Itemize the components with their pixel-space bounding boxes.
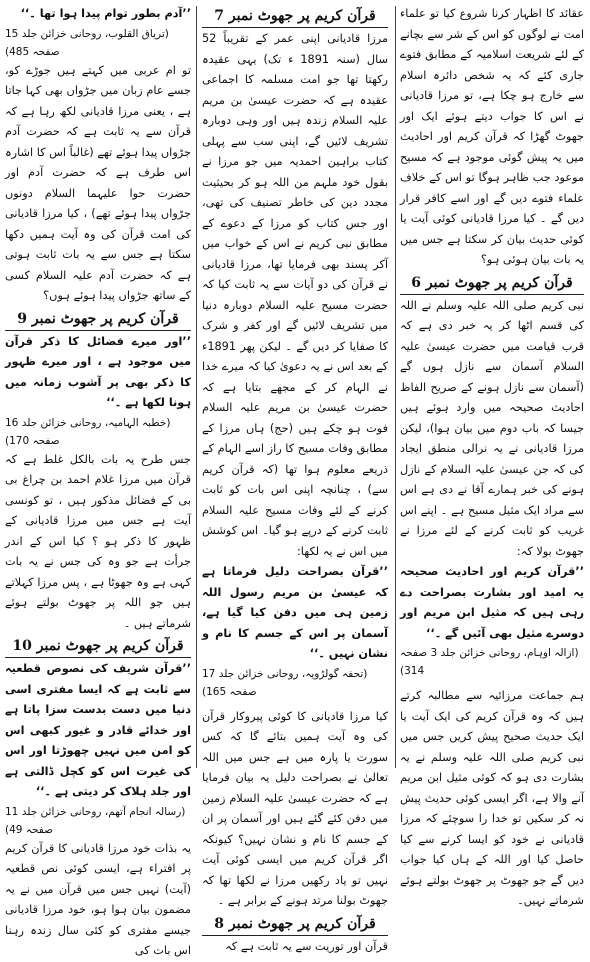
paragraph: جس طرح یہ بات بالکل غلط ہے کہ قرآن میں مرزا غلام احمد بن چراغ بی بی کے فضائل مذکور ہیں ، تو کونسی آیت ہے جس میں مرزا قادیانی کے ظہور کا ذکر ہو ؟ کیا اس کے اندر جرأت ہے جو وہ کی جس نے یہ بات کہی ہے وہ جھوٹا ہے ، پس مرزا کہلاتے ہیں جو اللہ پر جھوٹ بولتے ہوئے شرماتے ہیں ۔: [5, 452, 191, 630]
citation: (تحفہ گولڑویہ، روحانی خزائن جلد 17 صفحہ 165): [202, 667, 368, 698]
quotation: ’’اور میرے فضائل کا ذکر قرآن میں موجود ہے ، اور میرے ظہور کا ذکر بھی پر آشوب زمانہ میں ہونا لکھا ہے ۔‘‘: [5, 334, 191, 409]
section-heading-lie-10: قرآن کریم پر جھوٹ نمبر 10: [5, 636, 191, 658]
right-column: [400, 4, 584, 907]
paragraph: یہ بذات خود مرزا قادیانی کا قرآن کریم پر افتراء ہے، ایسی کوئی نص قطعیہ (آیت) نہیں جس میں قرآن میں نے یہ مضمون بیان ہوا ہو، خود مرزا قادیانی جیسے مفتری کو کئی سال زندہ رہنا اس بات کی: [5, 841, 191, 957]
section-heading-lie-6: قرآن کریم پر جھوٹ نمبر 6: [400, 273, 584, 295]
column-divider: [196, 6, 197, 768]
paragraph: نبی کریم صلی اللہ علیہ وسلم نے اللہ کی قسم اٹھا کر یہ خبر دی ہے کہ قرب قیامت میں حضرت عیسیٰ علیہ السلام آسمان سے نازل ہوں گے (آسمان سے نازل ہونے کے صریح الفاظ احادیث صحیحہ میں وارد ہوئے ہیں جیسا کہ باب دوم میں بیان ہوا)، لیکن مرزا قادیانی نے یہ نرالی منطق ایجاد کی کہ جن عیسیٰ علیہ السلام کے نازل ہونے کی خبر ہمارے آقا نے دی ہے اس سے مراد ایک مثیل مسیح ہے ۔ اپنے اس غریب کو ثابت کرنے کے لئے مرزا نے جھوٹ بولا کہ:: [400, 298, 584, 558]
quotation: ’’قرآن بصراحت دلیل فرماتا ہے کہ عیسیٰ بن مریم رسول اللہ زمین ہی میں دفن کیا گیا ہے، آسمان پر اس کے جسم کا نام و نشان نہیں ۔‘‘: [202, 565, 388, 660]
paragraph: مرزا قادیانی اپنی عمر کے تقریباً 52 سال (سنہ 1891 ء تک) یہی عقیدہ رکھتا تھا جو امت مسلمہ کا اجماعی عقیدہ ہے کہ حضرت عیسیٰ بن مریم علیہ السلام زندہ ہیں اور وہی دوبارہ تشریف لائیں گے، اپنی سب سے پہلی کتاب براہین احمدیہ میں جو مرزا نے بقول خود ملہم من اللہ ہو کر بحیثیت مجدد دین کی خاطر تصنیف کی تھی، اور جس کتاب کو مرزا کے دعوے کے مطابق نبی کریم نے اس کے خواب میں آکر پسند بھی فرمایا تھا، مرزا قادیانی نے قرآن کی دو آیات سے یہ ثابت کیا کہ حضرت مسیح علیہ السلام دوبارہ دنیا میں تشریف لائیں گے اور کفر و شرک کا صفایا کر دیں گے ۔ لیکن پھر 1891ء کے بعد اس نے یہ دعویٰ کیا کہ میرے خدا نے الہام کر کے مجھے بتایا ہے کہ حضرت عیسیٰ بن مریم علیہ السلام فوت ہو چکے ہیں (حج) ہاں مرزا کے مطابق وفات مسیح کا راز اسے الہام کے ذریعے معلوم ہوا تھا (کہ قرآن کریم سے) ، چنانچہ اپنی اس بات کو ثابت کرنے کے لئے وفات مسیح علیہ السلام ثابت کرنے کے درپے ہو گیا۔ اس کوشش میں اس نے یہ لکھا:: [202, 32, 388, 558]
section-heading-lie-9: قرآن کریم پر جھوٹ نمبر 9: [5, 309, 191, 331]
quotation: ’’قرآن شریف کی نصوص قطعیہ سے ثابت ہے کہ ایسا مفتری اسی دنیا میں دست بدست سزا پاتا ہے اور خدائے قادر و غیور کبھی اس کو امن میں نہیں چھوڑتا اور اس کی غیرت اس کو کچل ڈالتی ہے اور جلد ہلاک کر دیتی ہے ۔‘‘: [5, 662, 191, 798]
paragraph: کیا مرزا قادیانی کا کوئی پیروکار قرآن کی وہ آیت ہمیں بتائے گا کہ کس سورت یا پارہ میں ہے جس میں اللہ تعالیٰ نے بصراحت دلیل یہ بیان فرمایا ہے کہ حضرت عیسیٰ علیہ السلام زمین میں دفن کئے گئے ہیں اور آسمان پر ان کے جسم کا نام و نشان نہیں؟ کیونکہ اگر قرآن کریم میں ایسی کوئی آیت نہیں تو یاد رکھیں مرزا نے لکھا تھا کہ جھوٹ بولنا مرتد ہونے کے برابر ہے ۔: [202, 709, 388, 907]
citation: (ازالہ اوہام، روحانی خزائن جلد 3 صفحہ 314): [400, 647, 579, 677]
section-heading-lie-7: قرآن کریم پر جھوٹ نمبر 7: [202, 6, 388, 28]
left-column: [5, 4, 191, 957]
citation: (تریاق القلوب، روحانی خزائن جلد 15 صفحہ 485): [5, 27, 169, 58]
section-heading-lie-8: قرآن کریم پر جھوٹ نمبر 8: [202, 914, 388, 936]
citation: (رسالہ انجام آتھم، روحانی خزائن جلد 11 صفحہ 49): [5, 805, 186, 836]
paragraph: ہم جماعت مرزائیہ سے مطالبہ کرتے ہیں کہ وہ قرآن کریم کی ایک آیت یا ایک حدیث صحیح پیش کریں جس میں نبی کریم صلی اللہ علیہ وسلم نے یہ بشارت دی ہو کہ کوئی مثیل ابن مریم آنے والا ہے، اگر ایسی کوئی حدیث پیش نہ کر سکیں تو خدا را سوچئے کہ مرزا قادیانی نے خود کو ایسا کرنے سے کیا حاصل کیا اور اللہ کے ہاں کیا جواب دیں گے جو جھوٹ پر جھوٹ بولتے ہوئے شرماتے نہیں۔: [400, 689, 584, 907]
paragraph: عقائد کا اظہار کرنا شروع کیا تو علماء امت نے لوگوں کو اس کے شر سے بچانے کے لئے شریعت اسلامیہ کے مطابق فتوے جاری کئے کہ یہ شخص دائرہ اسلام سے خارج ہو چکا ہے، تو مرزا قادیانی نے اس کا جواب دیتے ہوئے ایک اور جھوٹ گھڑا کہ قرآن کریم اور احادیث میں یہ پیش گوئی موجود ہے کہ مسیح موعود جب ظاہر ہوگا تو اس کے خلاف علماء فتوے دیں گے اور اسے کافر قرار دیں گے ۔ کیا مرزا قادیانی کوئی آیت یا کوئی حدیث بیان کر سکتا ہے جس میں یہ بات بیان ہوئی ہو؟: [400, 7, 584, 266]
citation: (خطبہ الہامیہ، روحانی خزائن جلد 16 صفحہ 170): [5, 416, 171, 447]
paragraph: قرآن اور توریت سے یہ ثابت ہے کہ: [225, 939, 388, 953]
center-column: [202, 4, 388, 953]
column-divider: [395, 6, 396, 768]
quotation: ’’قرآن کریم اور احادیث صحیحہ یہ امید اور بشارت بصراحت دے رہی ہیں کہ مثیل ابن مریم اور دوسرے مثیل بھی آئیں گے ۔‘‘: [400, 565, 584, 640]
paragraph: تو ام عربی میں کہتے ہیں جوڑے کو، جسے عام زبان میں جڑواں بھی کہا جاتا ہے ، یعنی مرزا قادیانی لکھ رہا ہے کہ قرآن سے یہ ثابت ہے کہ حضرت آدم جڑواں پیدا ہوئے تھے (غالباً اس کا اشارہ اس طرف ہے کہ حضرت آدم اور حضرت حوا علیہما السلام دونوں جڑواں پیدا ہوئے تھے) ، کیا مرزا قادیانی کی امت قرآن کی وہ آیت ہمیں دکھا سکتا ہے جس سے یہ بات ثابت ہوتی ہے کہ حضرت آدم علیہ السلام کسی کے ساتھ جڑواں پیدا ہوئے ہوں؟: [5, 63, 191, 302]
quotation: ’’آدم بطور توام پیدا ہوا تھا ۔‘‘: [20, 7, 191, 20]
